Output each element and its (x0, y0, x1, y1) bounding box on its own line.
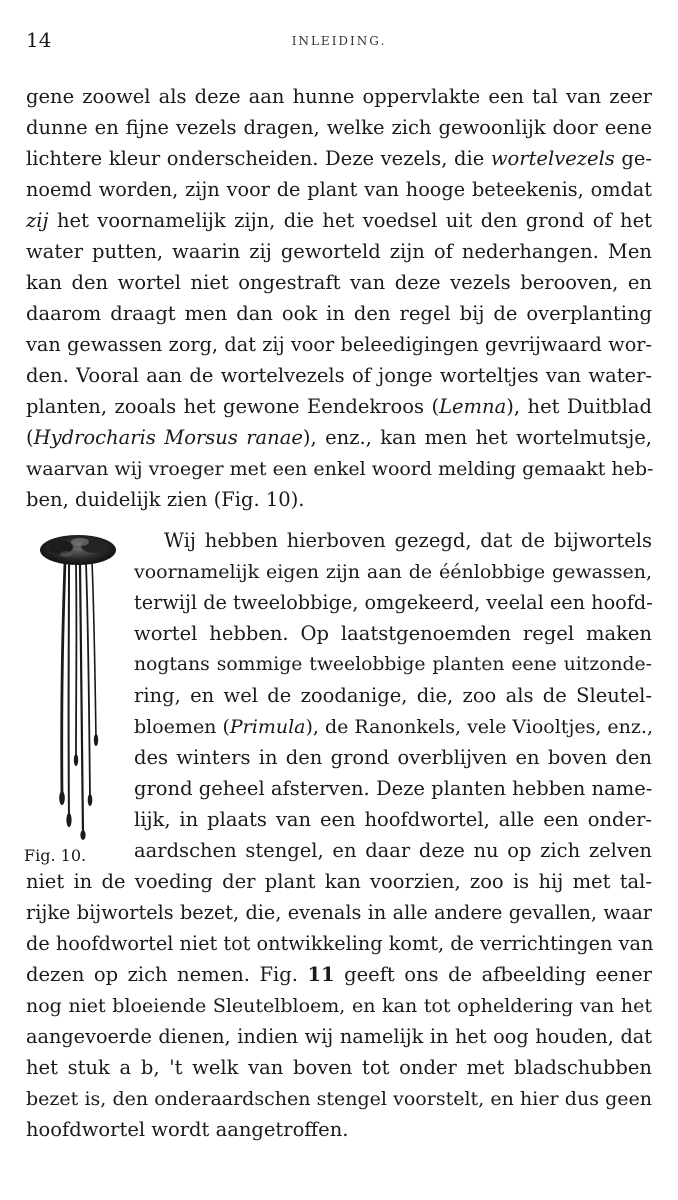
text-line: dunne en fijne vezels dragen, welke zich gewoonlijk door eene (26, 116, 652, 139)
text-line: voornamelijk eigen zijn aan de éénlobbige gewassen, (134, 561, 652, 583)
text-line: gene zoowel als deze aan hunne oppervlakte een tal van zeer (26, 85, 652, 108)
text-line: des winters in den grond overblijven en boven den (134, 746, 652, 769)
italic-term: zij (26, 209, 49, 232)
text-line: Wij hebben hierboven gezegd, dat de bijwortels (164, 529, 652, 552)
italic-term: wortelvezels (490, 147, 615, 170)
text-line: waarvan wij vroeger met een enkel woord melding gemaakt heb- (26, 458, 654, 480)
text-line: wortel hebben. Op laatstgenoemden regel maken (134, 622, 652, 645)
text-line: lichtere kleur onderscheiden. Deze vezels, die wortelvezels ge- (26, 147, 653, 170)
figure-10 (28, 530, 128, 840)
text-line: hoofdwortel wordt aangetroffen. (26, 1118, 349, 1141)
text-line: nog niet bloeiende Sleutelbloem, en kan tot opheldering van het (26, 995, 652, 1017)
text-line: grond geheel afsterven. Deze planten hebben name- (134, 777, 653, 800)
text-line: kan den wortel niet ongestraft van deze vezels berooven, en (26, 271, 652, 294)
text-line: water putten, waarin zij geworteld zijn of nederhangen. Men (26, 240, 652, 263)
text-line: dezen op zich nemen. Fig. 11 geeft ons de afbeelding eener (26, 963, 653, 986)
page-number: 14 (26, 28, 52, 52)
text-line: lijk, in plaats van een hoofdwortel, alle een onder- (134, 808, 652, 831)
text-line: het stuk a b, 't welk van boven tot onder met bladschubben (26, 1056, 652, 1079)
figure-reference: 11 (307, 963, 335, 986)
text-line: niet in de voeding der plant kan voorzien, zoo is hij met tal- (26, 870, 652, 893)
text-line: nogtans sommige tweelobbige planten eene uitzonde- (134, 654, 652, 675)
text-line: den. Vooral aan de wortelvezels of jonge worteltjes van water- (26, 364, 652, 387)
text-line: (Hydrocharis Morsus ranae), enz., kan men het wortelmutsje, (26, 426, 652, 449)
text-line: noemd worden, zijn voor de plant van hooge beteekenis, omdat (26, 178, 652, 201)
duckweed-rootlets-illustration (28, 530, 128, 840)
text-line: de hoofdwortel niet tot ontwikkeling komt, de verrichtingen van (26, 932, 654, 955)
text-line: terwijl de tweelobbige, omgekeerd, veelal een hoofd- (134, 591, 653, 614)
text-line: bezet is, den onderaardschen stengel voorstelt, en hier dus geen (26, 1088, 652, 1110)
italic-term: Primula (229, 716, 306, 738)
text-line: daarom draagt men dan ook in den regel bij de overplanting (26, 302, 652, 325)
text-line: aardschen stengel, en daar deze nu op zich zelven (134, 839, 652, 862)
page-header (26, 28, 652, 52)
text-line: van gewassen zorg, dat zij voor beleedigingen gevrijwaard wor- (26, 333, 652, 356)
text-line: bloemen (Primula), de Ranonkels, vele Viooltjes, enz., (134, 716, 653, 738)
text-line: ben, duidelijk zien (Fig. 10). (26, 488, 305, 511)
text-line: zij het voornamelijk zijn, die het voedsel uit den grond of het (26, 209, 652, 232)
running-title: INLEIDING. (291, 34, 387, 48)
italic-term: Lemna (439, 395, 507, 418)
figure-caption: Fig. 10. (24, 846, 87, 865)
text-line: aangevoerde dienen, indien wij namelijk in het oog houden, dat (26, 1025, 652, 1048)
text-line: rijke bijwortels bezet, die, evenals in alle andere gevallen, waar (26, 901, 652, 924)
text-line: planten, zooals het gewone Eendekroos (Lemna), het Duitblad (26, 395, 652, 418)
italic-term: Hydrocharis Morsus ranae (33, 426, 303, 449)
text-line: ring, en wel de zoodanige, die, zoo als de Sleutel- (134, 684, 652, 707)
